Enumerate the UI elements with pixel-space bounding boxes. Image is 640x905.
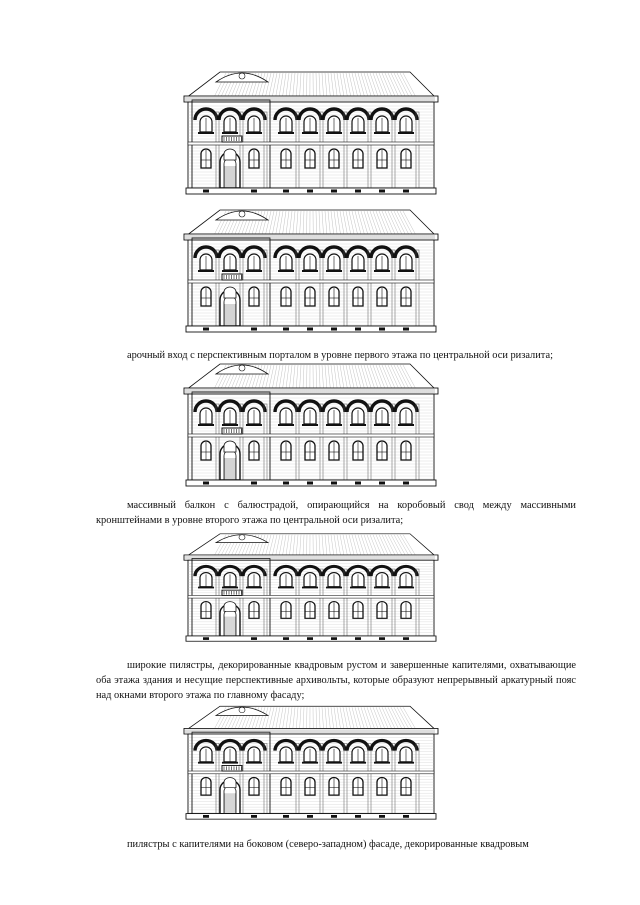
paragraph-side-pilasters: пилястры с капителями на боковом (северо-западном) фасаде, декорированные квадровым bbox=[127, 839, 529, 851]
facade-drawing-4 bbox=[180, 525, 442, 643]
building-facade-drawing-icon bbox=[180, 525, 442, 643]
facade-drawing-1 bbox=[180, 62, 442, 196]
building-facade-drawing-icon bbox=[180, 62, 442, 196]
building-facade-drawing-icon bbox=[180, 354, 442, 488]
facade-drawing-3 bbox=[180, 354, 442, 488]
building-facade-drawing-icon bbox=[180, 200, 442, 334]
facade-drawing-5 bbox=[180, 697, 442, 821]
paragraph-pilasters: широкие пилястры, декорированные квадровым рустом и завершенные капителями, охватывающие оба этажа здания и несущие перспективные архивольты, которые образуют непрерывный аркатурный пояс над окнами второго этажа по главному фасаду; bbox=[96, 660, 576, 702]
building-facade-drawing-icon bbox=[180, 697, 442, 821]
paragraph-balcony: массивный балкон с балюстрадой, опирающийся на коробовый свод между массивными кронштейнами в уровне второго этажа по центральной оси ризалита; bbox=[96, 500, 576, 527]
facade-drawing-2 bbox=[180, 200, 442, 334]
paragraph-entrance: арочный вход с перспективным порталом в уровне первого этажа по центральной оси ризалита; bbox=[127, 350, 553, 362]
